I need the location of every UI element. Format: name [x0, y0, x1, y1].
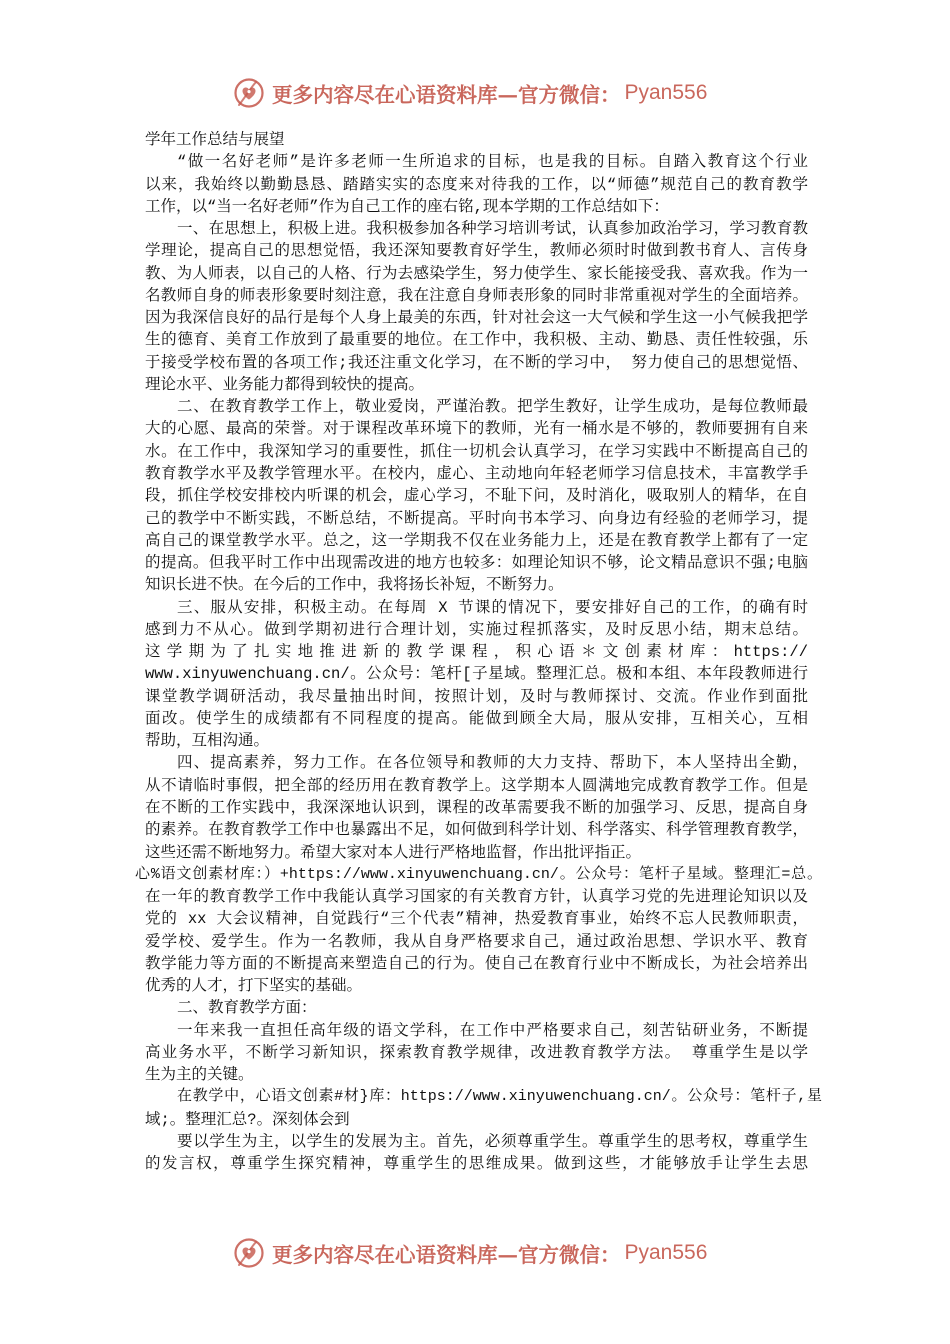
- document-title: 学年工作总结与展望: [145, 131, 285, 149]
- text-line: 心%语文创素材库：）+https://www.xinyuwenchuang.cn/。公众号：笔杆子星域。整理汇=总。: [135, 865, 822, 883]
- text-line: 这些还需不断地努力。希望大家对本人进行严格地监督，作出批评指正。: [145, 843, 642, 862]
- respect-students-paragraph: [145, 1131, 808, 1176]
- text-line: 教学能力等方面的不断提高来塑造自己的行为。使自己在教育行业中不断成长，为社会培养出: [145, 954, 808, 973]
- text-line: 一、在思想上，积极上进。我积极参加各种学习培训考试，认真参加政治学习，学习教育教: [177, 220, 808, 239]
- text-line: 优秀的人才，打下坚实的基础。: [145, 977, 363, 996]
- heart-logo-icon: [232, 1236, 266, 1270]
- text-line: 高自己的课堂教学水平。总之，这一学期我不仅在业务能力上，还是在教育教学上都有了一定: [145, 531, 808, 550]
- text-line: 的素养。在教育教学工作中也暴露出不足，如何做到科学计划、科学落实、科学管理教育教学，: [145, 821, 808, 840]
- footer-watermark-banner: [232, 1236, 707, 1270]
- document-body: [135, 129, 822, 1175]
- text-line: 知识长进不快。在今后的工作中，我将扬长补短，不断努力。: [145, 576, 564, 595]
- text-line: 于接受学校布置的各项工作;我还注重文化学习，在不断的学习中， 努力使自己的思想觉悟、: [145, 353, 808, 372]
- teaching-section-paragraph: [145, 396, 808, 596]
- text-line: 教、为人师表，以自己的人格、行为去感染学生，努力使学生、家长能接受我、喜欢我。作为一: [145, 264, 808, 283]
- text-line: 爱学校、爱学生。作为一名教师，我从自身严格要求自己，通过政治思想、学识水平、教育: [145, 932, 808, 951]
- text-line: 这学期为了扎实地推进新的教学课程，积心语＊文创素材库：https://: [145, 643, 808, 662]
- heart-logo-icon: [232, 76, 266, 110]
- text-line: 的发言权，尊重学生探究精神，尊重学生的思维成果。做到这些，才能够放手让学生去思: [145, 1155, 808, 1174]
- header-watermark-banner: [232, 76, 707, 110]
- text-line: 生的德育、美育工作放到了最重要的地位。在工作中，我积极、主动、勤恳、责任性较强，乐: [145, 331, 808, 350]
- source-notice-paragraph: [135, 864, 822, 886]
- arrangement-section-paragraph: [145, 597, 808, 753]
- wechat-id: Pyan556: [624, 1241, 708, 1264]
- text-line: 名教师自身的师表形象要时刻注意，我在注意自身师表形象的同时非常重视对学生的全面培养。: [145, 286, 808, 305]
- text-line: 二、教育教学方面：: [177, 999, 317, 1018]
- chinese-subject-paragraph: [145, 1020, 808, 1087]
- text-line: 三、服从安排，积极主动。在每周 X 节课的情况下，要安排好自己的工作，的确有时: [177, 598, 808, 617]
- text-line: 理论水平、业务能力都得到较快的提高。: [145, 375, 425, 394]
- text-line: 高业务水平，不断学习新知识，探索教育教学规律，改进教育教学方法。 尊重学生是以学: [145, 1043, 808, 1062]
- text-line: 教育教学水平及教学管理水平。在校内，虚心、主动地向年轻老师学习信息技术，丰富教学手: [145, 464, 808, 483]
- watermark-label: 更多内容尽在心语资料库—官方微信：: [272, 83, 621, 107]
- text-line: 一年来我一直担任高年级的语文学科，在工作中严格要求自己，刻苦钻研业务，不断提: [177, 1021, 808, 1040]
- text-line: 因为我深信良好的品行是每个人身上最美的东西，针对社会这一大气候和学生这一小气候我把学: [145, 309, 808, 328]
- literacy-section-paragraph: [145, 752, 808, 863]
- text-line: 感到力不从心。做到学期初进行合理计划，实施过程抓落实，及时反思小结，期末总结。: [145, 620, 808, 639]
- text-line: 生为主的关键。: [145, 1066, 254, 1085]
- text-line: 在一年的教育教学工作中我能认真学习国家的有关教育方针，认真学习党的先进理论知识以及: [145, 888, 808, 907]
- text-line: 己的教学中不断实践，不断总结，不断提高。平时向书本学习、向身边有经验的老师学习，提: [145, 509, 808, 528]
- text-line: 党的 xx 大会议精神，自觉践行“三个代表”精神，热爱教育事业，始终不忘人民教师职责，: [145, 910, 808, 929]
- text-line: 大的心愿、最高的荣誉。对于课程改革环境下的教师，光有一桶水是不够的，教师要拥有自来: [145, 420, 808, 439]
- text-line: 以来，我始终以勤勤恳恳、踏踏实实的态度来对待我的工作，以“师德”规范自己的教育教学: [145, 175, 808, 194]
- text-line: 水。在工作中，我深知学习的重要性，抓住一切机会认真学习，在学习实践中不断提高自己的: [145, 442, 808, 461]
- text-line: 在不断的工作实践中，我深深地认识到，课程的改革需要我不断的加强学习、反思，提高自身: [145, 798, 808, 817]
- text-line: 段，抓住学校安排校内听课的机会，虚心学习，不耻下问，及时消化，吸取别人的精华，在自: [145, 487, 808, 506]
- text-line: 域;。整理汇总?。深刻体会到: [145, 1110, 350, 1129]
- section-heading-paragraph: [145, 997, 808, 1019]
- text-line: 在教学中，心语文创素#材}库：https://www.xinyuwenchuang.cn/。公众号：笔杆子,星: [177, 1088, 822, 1106]
- ideology-section-paragraph: [145, 218, 808, 396]
- wechat-id: Pyan556: [624, 81, 708, 104]
- classroom-insight-paragraph: [145, 1086, 822, 1131]
- watermark-label: 更多内容尽在心语资料库—官方微信：: [272, 1243, 621, 1267]
- annual-review-paragraph: [145, 886, 808, 997]
- text-line: 面改。使学生的成绩都有不同程度的提高。能做到顾全大局，服从安排，互相关心，互相: [145, 709, 808, 728]
- text-line: www.xinyuwenchuang.cn/。公众号：笔杆[子星域。整理汇总。极和本组、本年段教师进行: [145, 665, 808, 684]
- text-line: 学理论，提高自己的思想觉悟，我还深知要教育好学生，教师必须时时做到教书育人、言传身: [145, 242, 808, 261]
- text-line: 工作，以“当一名好老师”作为自己工作的座右铭,现本学期的工作总结如下：: [145, 197, 669, 216]
- text-line: 四、提高素养，努力工作。在各位领导和教师的大力支持、帮助下，本人坚持出全勤，: [177, 754, 808, 773]
- text-line: 二、在教育教学工作上，敬业爱岗，严谨治教。把学生教好，让学生成功，是每位教师最: [177, 398, 808, 417]
- text-line: 课堂教学调研活动，我尽量抽出时间，按照计划，及时与教师探讨、交流。作业作到面批: [145, 687, 808, 706]
- text-line: “做一名好老师”是许多老师一生所追求的目标，也是我的目标。自踏入教育这个行业: [177, 153, 808, 172]
- text-line: 的提高。但我平时工作中出现需改进的地方也较多：如理论知识不够，论文精品意识不强;电脑: [145, 554, 808, 573]
- text-line: 要以学生为主，以学生的发展为主。首先，必须尊重学生。尊重学生的思考权，尊重学生: [177, 1132, 808, 1151]
- text-line: 从不请临时事假，把全部的经历用在教育教学上。这学期本人圆满地完成教育教学工作。但是: [145, 776, 808, 795]
- text-line: 帮助，互相沟通。: [145, 732, 270, 751]
- intro-paragraph: [145, 151, 808, 218]
